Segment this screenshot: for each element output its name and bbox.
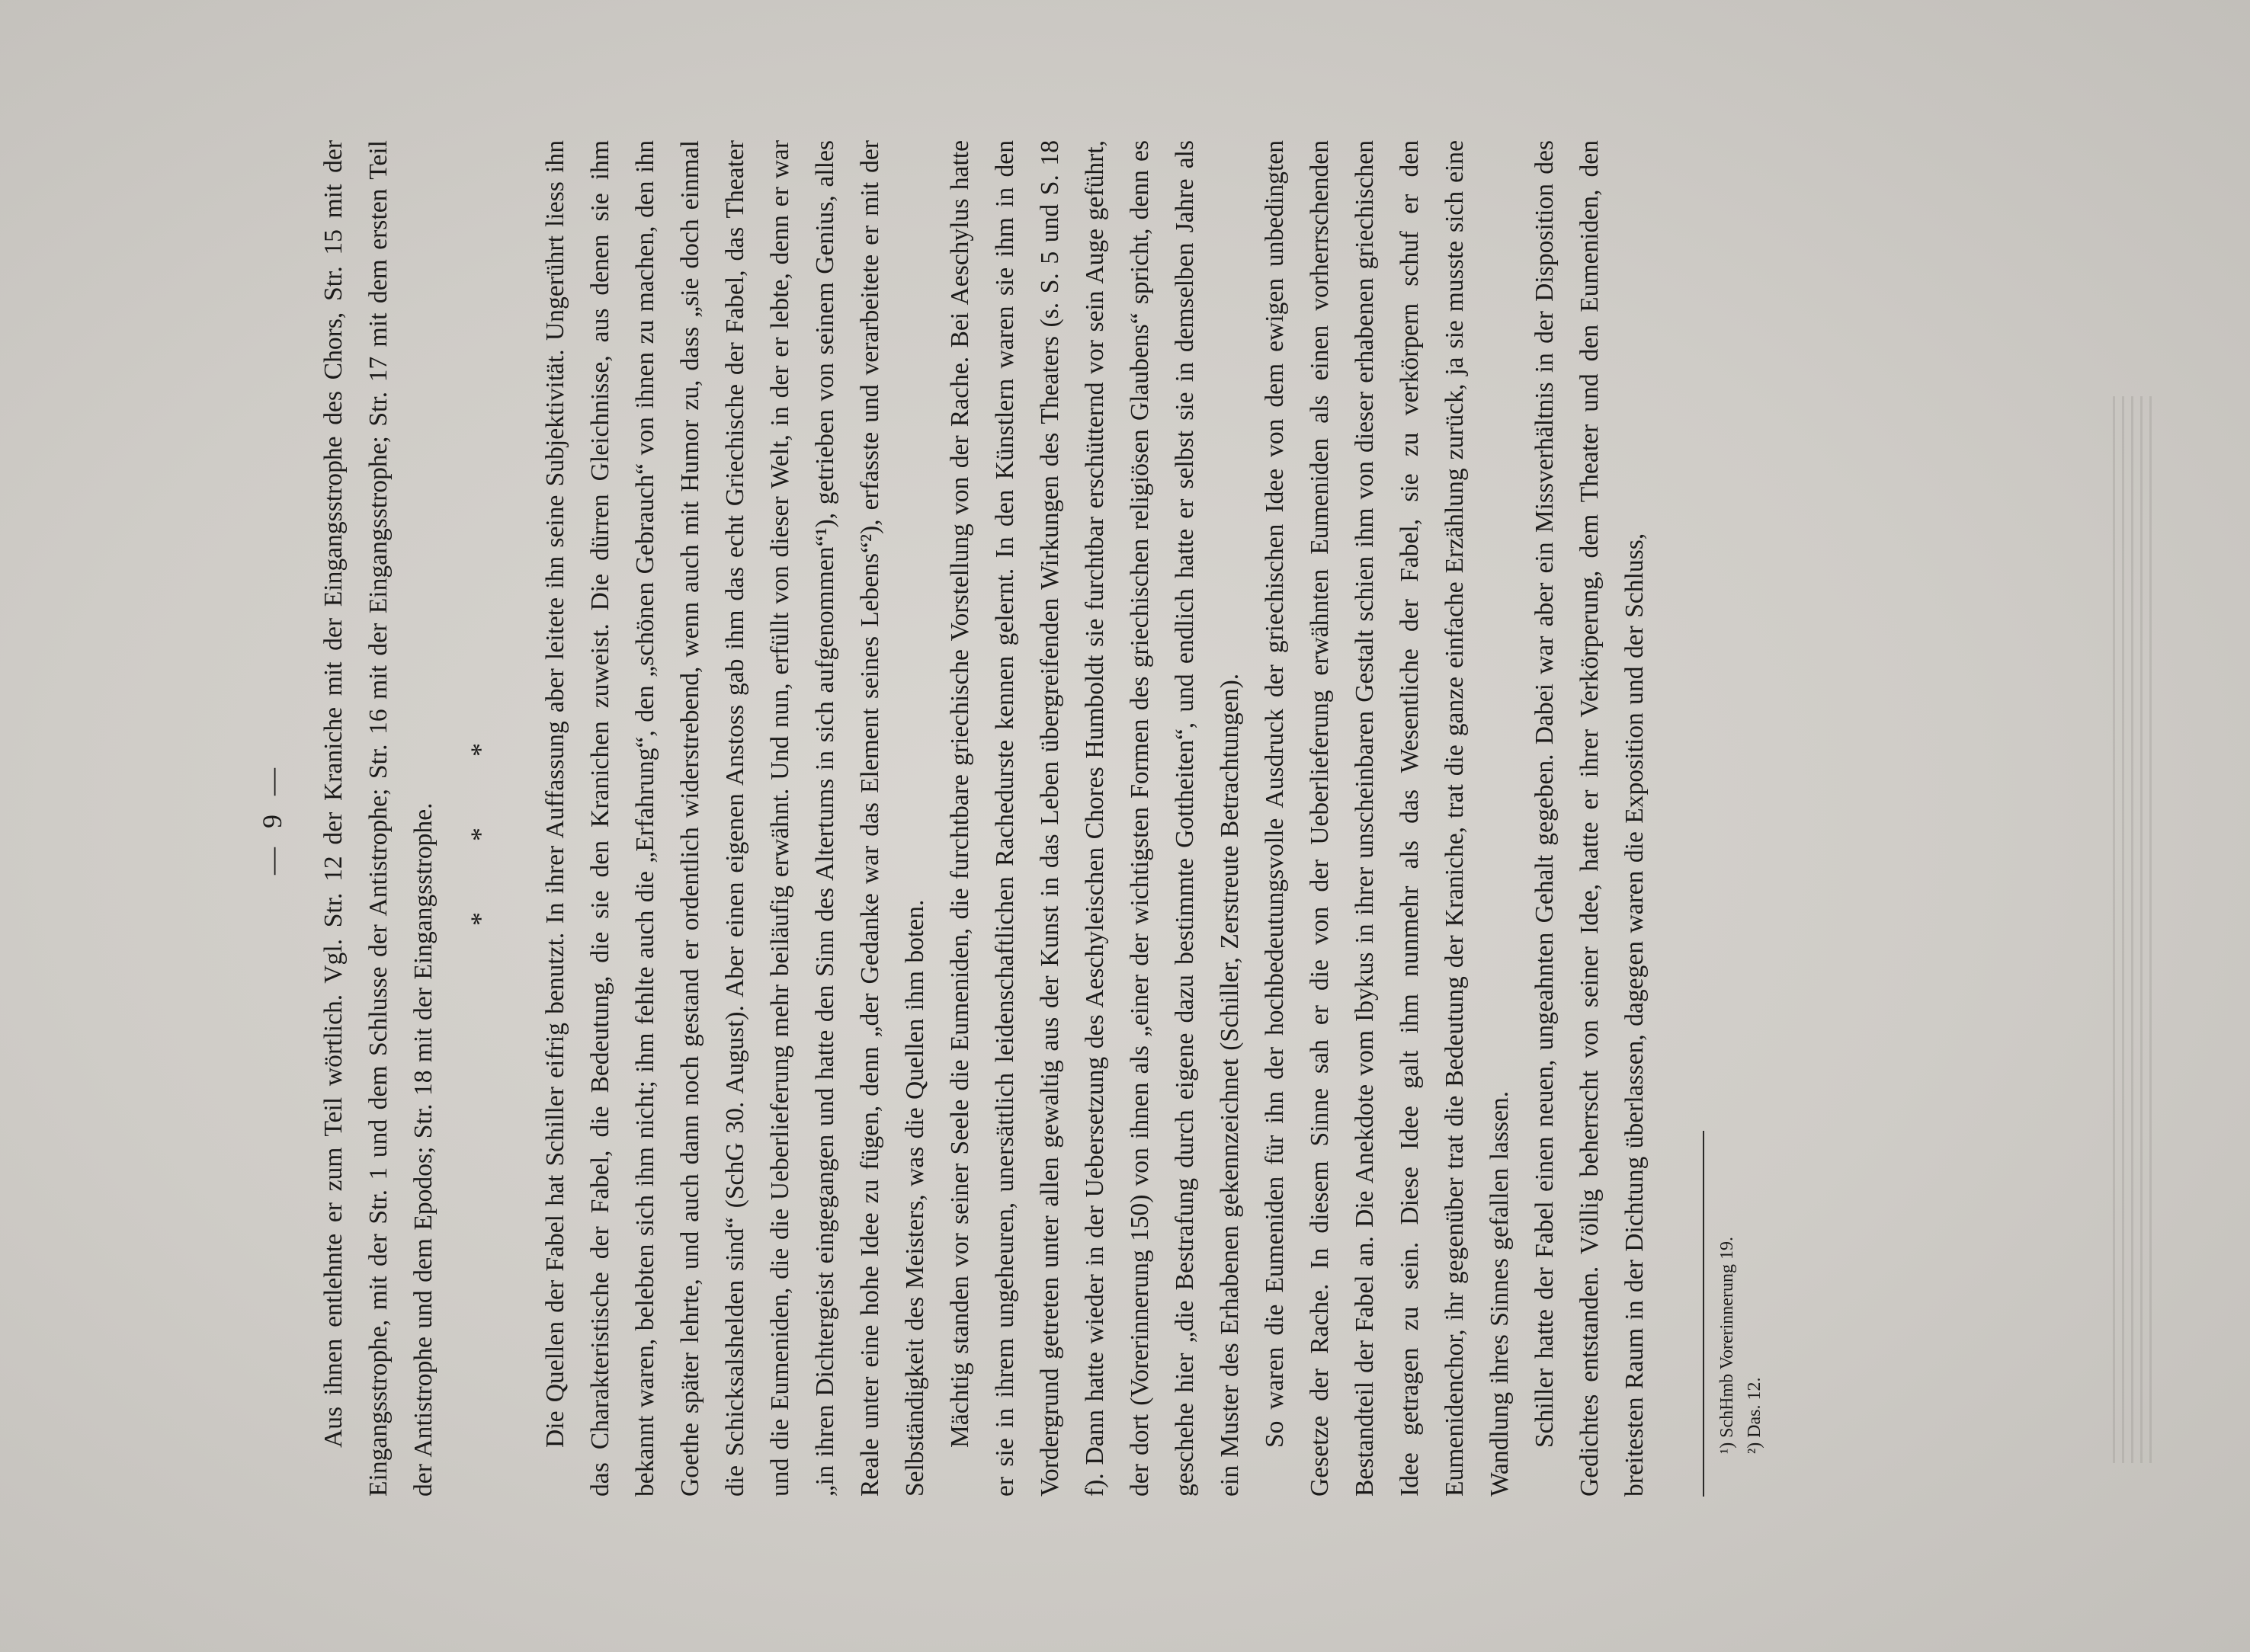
page-number: — 9 — [257, 762, 287, 875]
footnotes [1703, 140, 1768, 1497]
footnote-1: ¹) SchHmb Vorerinnerung 19. [1717, 1237, 1737, 1454]
document-page [142, 49, 2108, 1603]
footnote-rule [1703, 1131, 1704, 1497]
paragraph-5: Schiller hatte der Fabel einen neuen, ungeahnten Gehalt gegeben. Dabei war aber ein Missverhältnis in der Disposition des Gedichtes entstanden. Völlig beherrscht von seiner Idee, hatte er ihrer Verkörperung, dem Theater und den Eumeniden, den breitesten Raum in der Dichtung überlassen, dagegen waren die Exposition und der Schluss, [1530, 140, 1649, 1497]
paragraph-1: Aus ihnen entlehnte er zum Teil wörtlich. Vgl. Str. 12 der Kraniche mit der Eingangsstrophe des Chors, Str. 15 mit der Eingangsstrophe, mit der Str. 1 und dem Schlusse der Antistrophe; Str. 16 mit der Eingangsstrophe; Str. 17 mit dem ersten Teil der Antistrophe und dem Epodos; Str. 18 mit der Eingangsstrophe. [319, 140, 438, 1497]
footnote-2: ²) Das. 12. [1745, 1377, 1764, 1454]
paragraph-2: Die Quellen der Fabel hat Schiller eifrig benutzt. In ihrer Auffassung aber leitete ihn seine Subjektivität. Ungerührt liess ihn das Charakteristische der Fabel, die Bedeutung, die sie den Kranichen zuweist. Die dürren Gleichnisse, aus denen sie ihm bekannt waren, belebten sich ihm nicht; ihm fehlte auch die „Erfahrung“, den „schönen Gebrauch“ von ihnen zu machen, den ihn Goethe später lehrte, und auch dann noch gestand er ordentlich widerstrebend, wenn auch mit Humor zu, dass „sie doch einmal die Schicksalshelden sind“ (SchG 30. August). Aber einen eigenen Anstoss gab ihm das echt Griechische der Fabel, das Theater und die Eumeniden, die die Ueberlieferung mehr beiläufig erwähnt. Und nun, erfüllt von dieser Welt, in der er lebte, denn er war „in ihren Dichtergeist eingegangen und hatte den Sinn des Altertums in sich aufgenommen“¹), getrieben von seinem Genius, alles Reale unter eine hohe Idee zu fügen, denn „der Gedanke war das Element seines Lebens“²), erfasste und verarbeitete er mit der Selbständigkeit des Meisters, was die Quellen ihm boten. [541, 140, 929, 1497]
show-through-text [2113, 396, 2159, 1463]
section-separator: * * * [465, 711, 495, 926]
paragraph-3: Mächtig standen vor seiner Seele die Eumeniden, die furchtbare griechische Vorstellung von der Rache. Bei Aeschylus hatte er sie in ihrem ungeheuren, unersättlich leidenschaftlichen Rachedurste kennen gelernt. In den Künstlern waren sie ihm in den Vordergrund getreten unter allen gewaltig aus der Kunst in das Leben übergreifenden Wirkungen des Theaters (s. S. 5 und S. 18 f). Dann hatte wieder in der Uebersetzung des Aeschyleischen Chores Humboldt sie furchtbar erschütternd vor sein Auge geführt, der dort (Vorerinnerung 150) von ihnen als „einer der wichtigsten Formen des griechischen religiösen Glaubens“ spricht, denn es geschehe hier „die Bestrafung durch eigene dazu bestimmte Gottheiten“, und endlich hatte er selbst sie in demselben Jahre als ein Muster des Erhabenen gekennzeichnet (Schiller, Zerstreute Betrachtungen). [946, 140, 1244, 1497]
paragraph-4: So waren die Eumeniden für ihn der hochbedeutungsvolle Ausdruck der griechischen Idee von dem ewigen unbedingten Gesetze der Rache. In diesem Sinne sah er die von der Ueberlieferung erwähnten Eumeniden als einen vorherrschenden Bestandteil der Fabel an. Die Anekdote vom Ibykus in ihrer unscheinbaren Gestalt schien ihm von dieser erhabenen griechischen Idee getragen zu sein. Diese Idee galt ihm nunmehr als das Wesentliche der Fabel, sie zu verkörpern schuf er den Eumenidenchor, ihr gegenüber trat die Bedeutung der Kraniche, trat die ganze einfache Erzählung zurück, ja sie musste sich eine Wandlung ihres Sinnes gefallen lassen. [1261, 140, 1514, 1497]
